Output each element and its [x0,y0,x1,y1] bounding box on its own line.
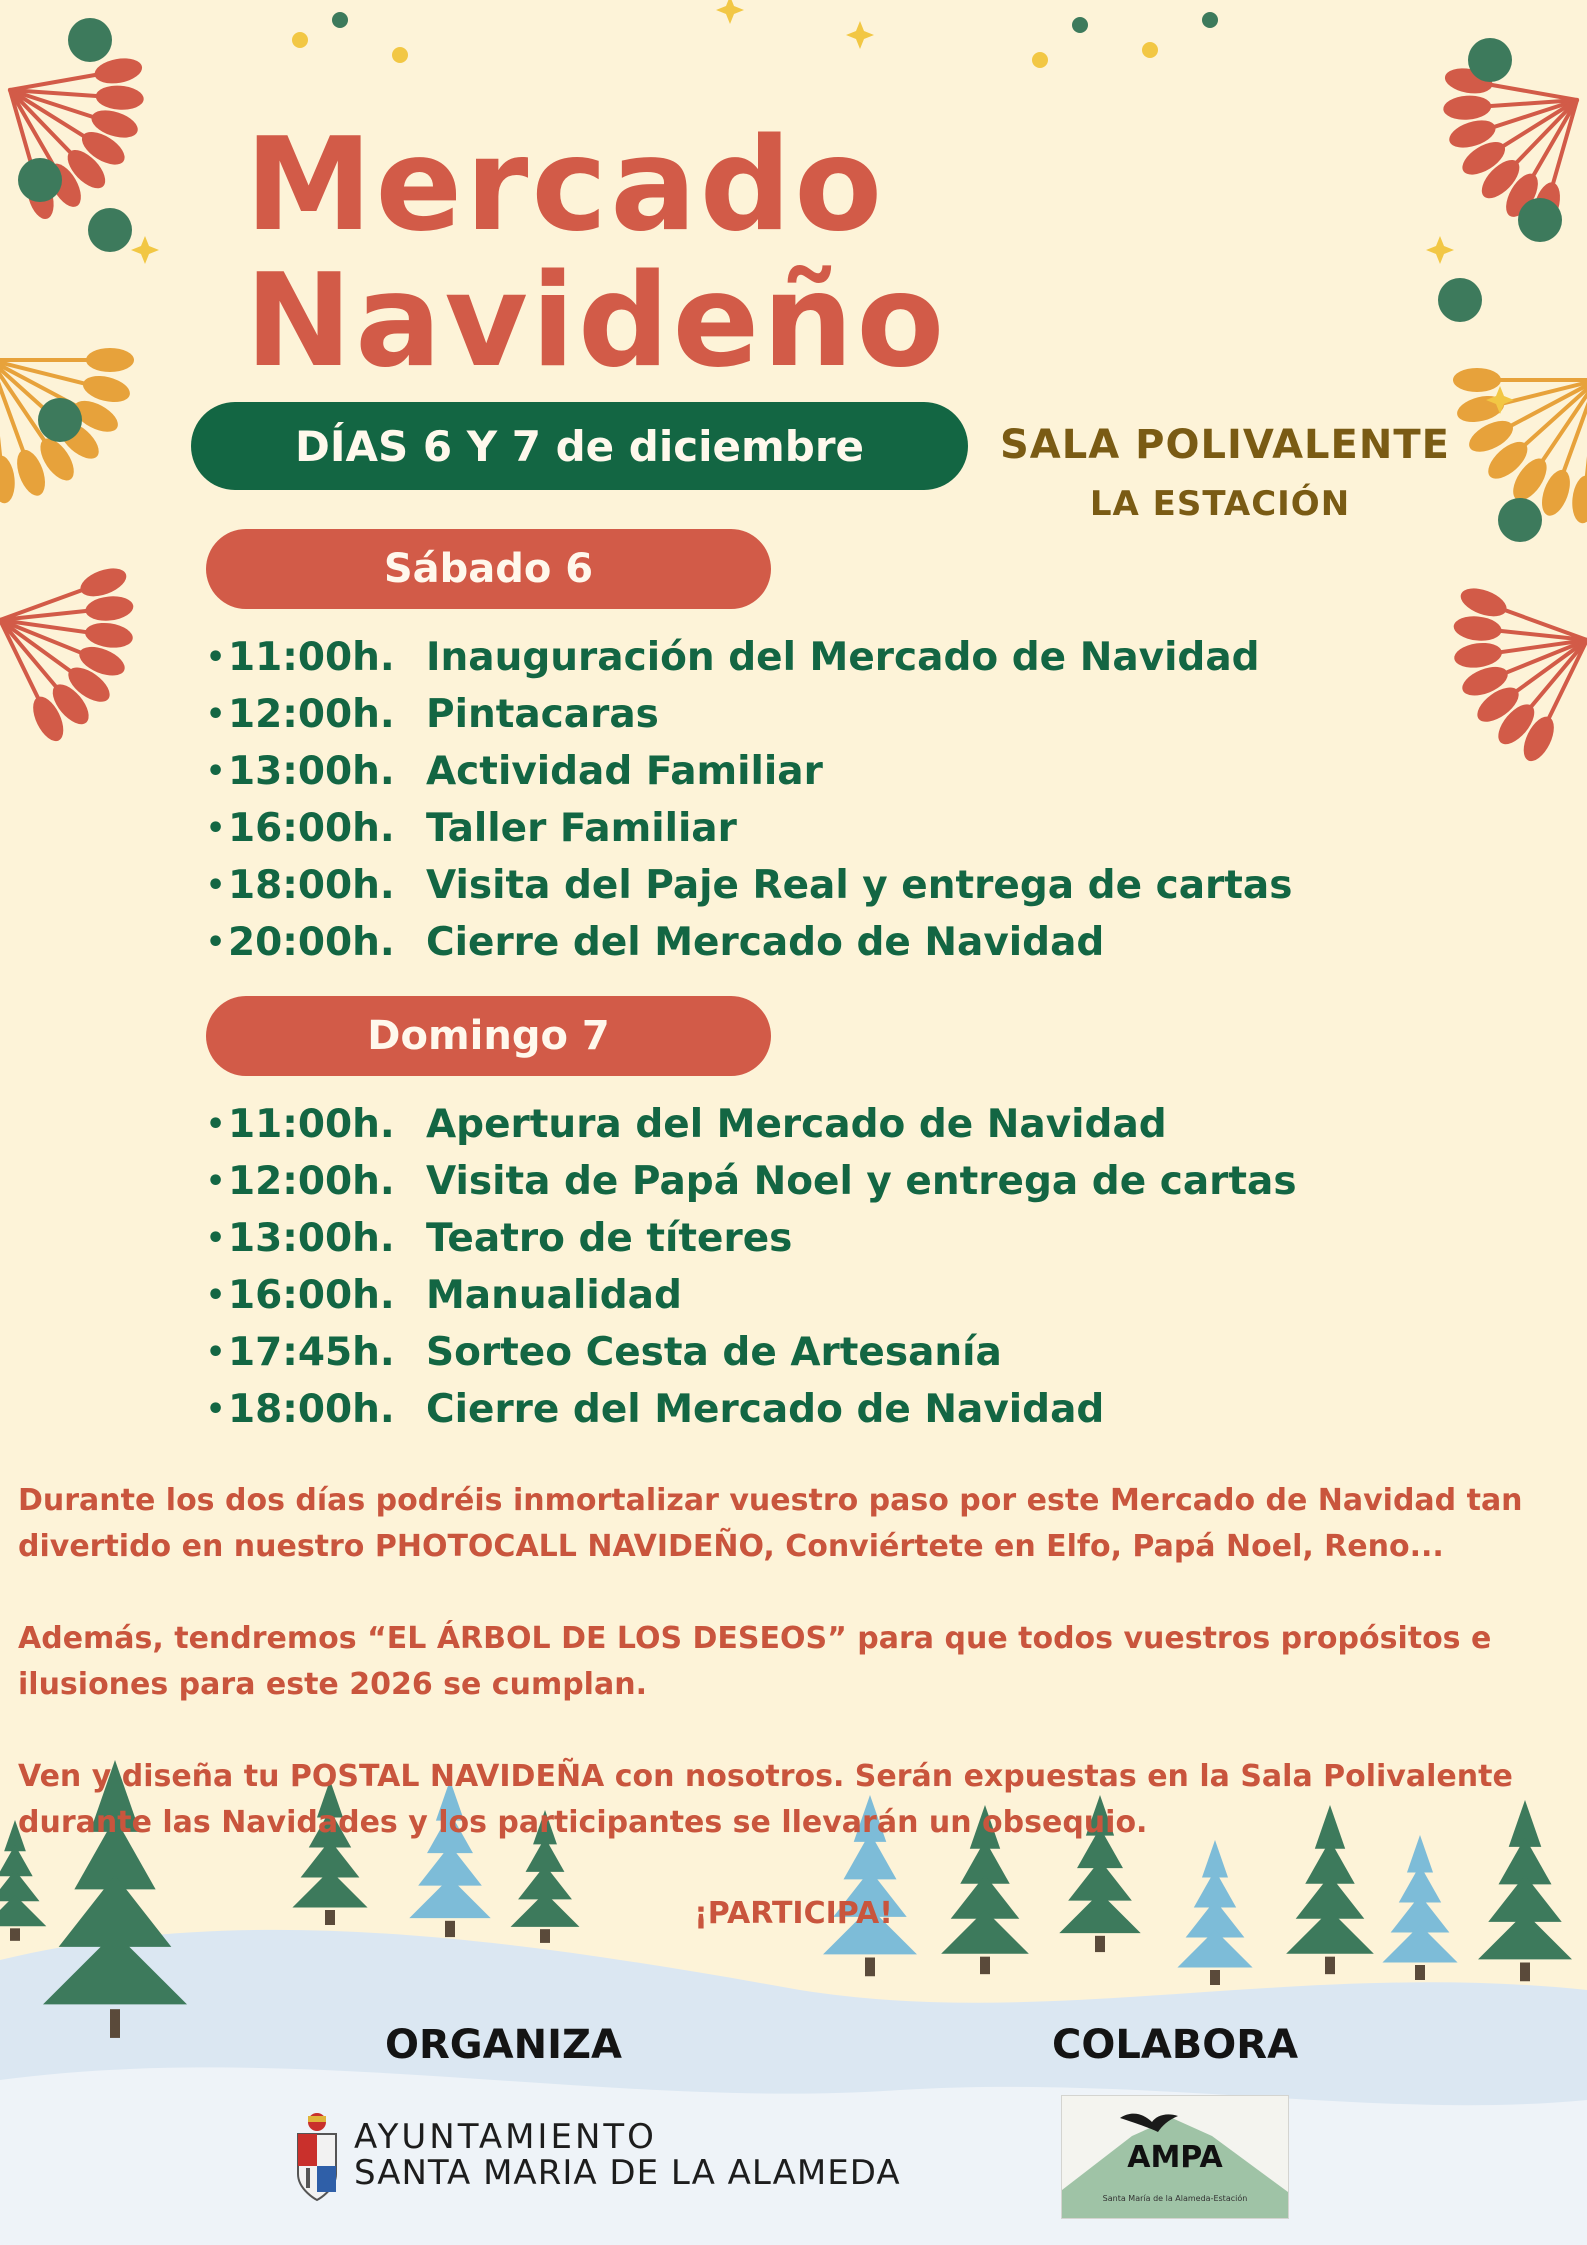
schedule-activity: Sorteo Cesta de Artesanía [426,1330,1002,1375]
colabora-label: COLABORA [1052,2022,1299,2068]
schedule-row [206,1324,1297,1381]
schedule-row [206,629,1292,686]
tree-trunk [1520,1963,1530,1982]
schedule-activity: Teatro de títeres [426,1216,793,1261]
leaf-icon [93,55,144,87]
bullet-icon: • [206,1221,226,1256]
schedule-row [206,1210,1297,1267]
venue-name: SALA POLIVALENTE [1000,422,1450,468]
berry-icon [1202,12,1218,28]
leaf-icon [95,84,145,111]
leaf-icon [1438,278,1482,322]
berry-icon [332,12,348,28]
schedule-activity: Actividad Familiar [426,749,823,794]
leaf-icon [1518,198,1562,242]
dates-banner: DÍAS 6 Y 7 de diciembre [191,402,968,490]
schedule-row [206,1381,1297,1438]
venue-subname: LA ESTACIÓN [1089,484,1351,524]
schedule-row [206,857,1292,914]
schedule-row [206,800,1292,857]
star-icon [716,0,744,24]
schedule-time: 11:00h. [228,635,395,680]
bullet-icon: • [206,868,226,903]
ayuntamiento-logo [292,2110,901,2202]
leaf-icon [1442,94,1492,121]
tree-trunk [1415,1965,1425,1980]
bullet-icon: • [206,640,226,675]
ampa-subtitle: Santa María de la Alameda-Estación [1102,2194,1248,2203]
star-icon [846,21,874,49]
schedule-time: 18:00h. [228,863,395,908]
bullet-icon: • [206,1107,226,1142]
schedule-activity: Cierre del Mercado de Navidad [426,920,1105,965]
bullet-icon: • [206,811,226,846]
sunday-schedule [206,1096,1297,1438]
tree-trunk [110,2009,120,2038]
saturday-banner: Sábado 6 [206,529,771,609]
leaf-icon [0,454,17,504]
leaf-icon [1468,38,1512,82]
bullet-icon: • [206,1278,226,1313]
bullet-icon: • [206,1392,226,1427]
leaf-icon [77,563,130,602]
berry-icon [1032,52,1048,68]
postcard-paragraph: Ven y diseña tu POSTAL NAVIDEÑA con nosotros. Serán expuestas en la Sala Polivalente durante las Navidades y los participantes se llevarán un obsequio. [18,1759,1513,1840]
star-icon [131,236,159,264]
leaf-icon [88,208,132,252]
ampa-title: AMPA [1127,2140,1223,2175]
leaf-icon [83,620,134,650]
schedule-activity: Pintacaras [426,692,659,737]
leaf-icon [86,348,134,372]
berry-icon [292,32,308,48]
org-name-line-1: AYUNTAMIENTO [354,2117,657,2158]
sunday-banner: Domingo 7 [206,996,771,1076]
title-line-1: Mercado [245,111,886,260]
tree-trunk [1095,1936,1105,1952]
tree-trunk [1210,1970,1220,1985]
wish-tree-paragraph: Además, tendremos “EL ÁRBOL DE LOS DESEOS” para que todos vuestros propósitos e ilusiones para este 2026 se cumplan. [18,1621,1492,1702]
bullet-icon: • [206,697,226,732]
schedule-time: 18:00h. [228,1387,395,1432]
schedule-activity: Cierre del Mercado de Navidad [426,1387,1105,1432]
tree-trunk [865,1958,875,1977]
star-icon [1426,236,1454,264]
title-line-2: Navideño [245,247,948,396]
schedule-time: 11:00h. [228,1102,395,1147]
tree-trunk [980,1957,990,1975]
schedule-time: 12:00h. [228,1159,395,1204]
schedule-row [206,1153,1297,1210]
schedule-row [206,743,1292,800]
bullet-icon: • [206,1335,226,1370]
participate-callout: ¡PARTICIPA! [694,1896,893,1931]
schedule-row [206,914,1292,971]
schedule-activity: Apertura del Mercado de Navidad [426,1102,1167,1147]
leaf-icon [1452,614,1502,643]
ampa-logo [1061,2095,1289,2219]
schedule-time: 20:00h. [228,920,395,965]
leaf-icon [1457,583,1510,622]
leaf-icon [68,18,112,62]
bullet-icon: • [206,925,226,960]
saturday-schedule [206,629,1292,971]
org-name-line-2: SANTA MARIA DE LA ALAMEDA [354,2153,901,2193]
tree-trunk [540,1929,550,1943]
photocall-paragraph: Durante los dos días podréis inmortalizar vuestro paso por este Mercado de Navidad tan divertido en nuestro PHOTOCALL NAVIDEÑO, Conviértete en Elfo, Papá Noel, Reno... [18,1483,1523,1564]
schedule-activity: Visita del Paje Real y entrega de cartas [426,863,1293,908]
schedule-time: 16:00h. [228,1273,395,1318]
crest-icon [292,2110,342,2202]
berry-icon [1142,42,1158,58]
leaf-icon [84,594,134,623]
schedule-row [206,1096,1297,1153]
schedule-activity: Inauguración del Mercado de Navidad [426,635,1260,680]
bullet-icon: • [206,754,226,789]
schedule-row [206,1267,1297,1324]
organiza-label: ORGANIZA [385,2022,622,2068]
schedule-time: 16:00h. [228,806,395,851]
schedule-time: 13:00h. [228,1216,395,1261]
schedule-time: 17:45h. [228,1330,395,1375]
schedule-time: 13:00h. [228,749,395,794]
leaf-icon [1570,474,1587,524]
schedule-activity: Taller Familiar [426,806,737,851]
schedule-activity: Visita de Papá Noel y entrega de cartas [426,1159,1297,1204]
leaf-icon [1498,498,1542,542]
schedule-time: 12:00h. [228,692,395,737]
leaf-icon [1453,368,1501,392]
leaf-icon [1453,640,1504,670]
bullet-icon: • [206,1164,226,1199]
berry-icon [1072,17,1088,33]
leaf-icon [18,158,62,202]
schedule-activity: Manualidad [426,1273,682,1318]
leaf-icon [38,398,82,442]
schedule-row [206,686,1292,743]
berry-icon [392,47,408,63]
tree-trunk [1325,1957,1335,1975]
